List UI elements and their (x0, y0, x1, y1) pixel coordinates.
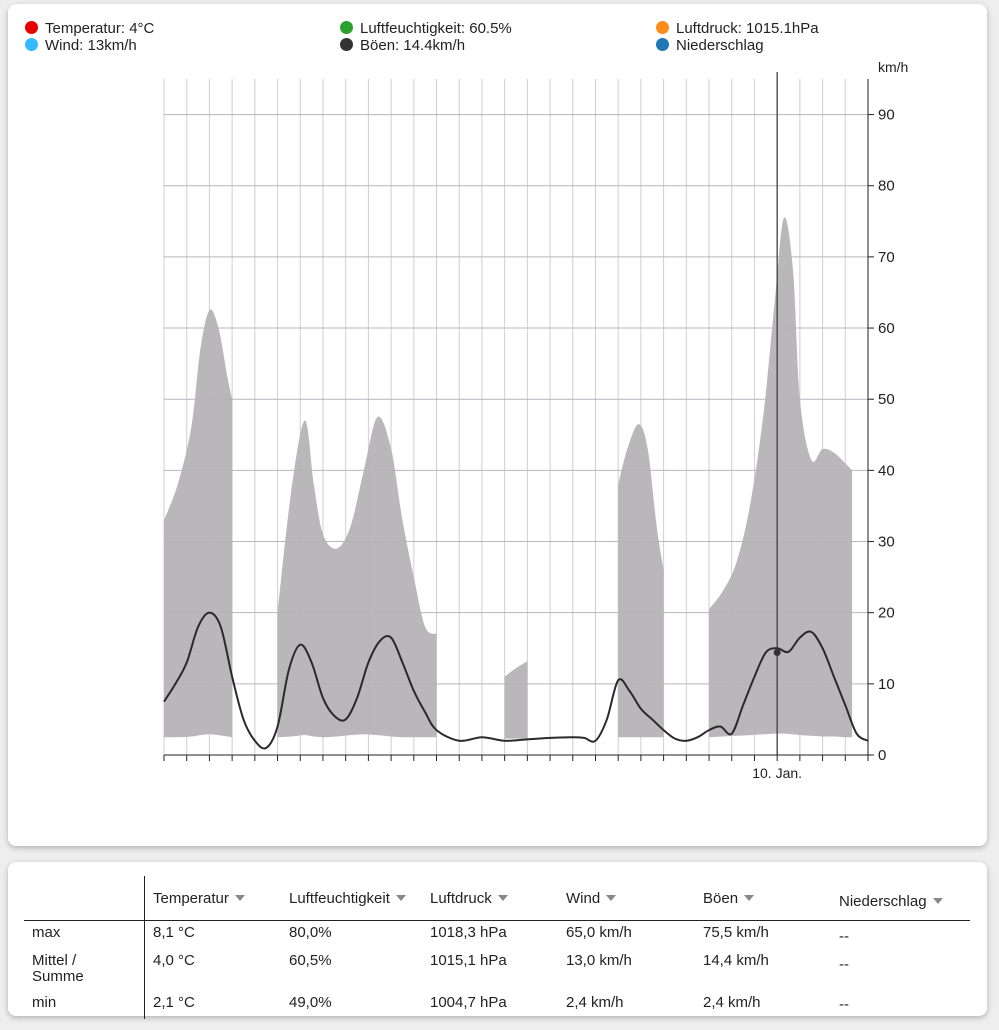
table-row-max (24, 921, 970, 950)
cell-min-temperature: 2,1 °C (153, 994, 195, 1011)
y-axis-tick-label: 20 (878, 604, 895, 622)
cell-max-humidity: 80,0% (289, 924, 332, 941)
sort-caret-icon (606, 895, 616, 901)
header-precip-label: Niederschlag (839, 892, 927, 910)
row-label-mean (24, 949, 145, 991)
sort-caret-icon (744, 895, 754, 901)
legend-label-wind: Wind: 13km/h (45, 37, 137, 54)
cell-max-precip: -- (839, 928, 849, 945)
y-axis-unit-label: km/h (878, 59, 909, 75)
legend-label-gusts: Böen: 14.4km/h (360, 37, 466, 54)
sort-caret-icon (933, 898, 943, 904)
header-gusts[interactable] (695, 876, 831, 921)
header-temperature[interactable] (145, 876, 282, 921)
stats-table (24, 876, 970, 1019)
y-axis-tick-label: 30 (878, 533, 895, 551)
header-pressure[interactable] (422, 876, 558, 921)
y-axis-tick-label: 90 (878, 106, 895, 124)
y-axis-tick-label: 10 (878, 675, 895, 693)
table-row-min (24, 991, 970, 1019)
y-axis-tick-label: 70 (878, 248, 895, 266)
cell-mean-wind: 13,0 km/h (566, 952, 632, 969)
y-axis-tick-label: 50 (878, 391, 895, 409)
cell-mean-precip: -- (839, 956, 849, 973)
cell-max-wind: 65,0 km/h (566, 924, 632, 941)
header-gusts-label: Böen (703, 889, 739, 907)
weather-chart[interactable] (8, 4, 987, 846)
row-label-max: max (24, 921, 145, 950)
header-temperature-label: Temperatur (153, 889, 229, 907)
x-axis-date-label: 10. Jan. (752, 765, 803, 781)
cell-min-humidity: 49,0% (289, 994, 332, 1011)
gust-band-area (164, 310, 232, 738)
cell-mean-humidity: 60,5% (289, 952, 332, 969)
cell-max-temperature: 8,1 °C (153, 924, 195, 941)
sort-caret-icon (396, 895, 406, 901)
header-humidity[interactable] (281, 876, 422, 921)
legend-label-precip: Niederschlag (676, 37, 764, 54)
gust-band-area (618, 424, 663, 737)
header-pressure-label: Luftdruck (430, 889, 492, 907)
sort-caret-icon (235, 895, 245, 901)
cell-max-pressure: 1018,3 hPa (430, 924, 507, 941)
chart-card (8, 4, 987, 846)
header-precip[interactable] (831, 876, 970, 921)
cell-mean-pressure: 1015,1 hPa (430, 952, 507, 969)
cell-min-precip: -- (839, 996, 849, 1013)
sort-caret-icon (498, 895, 508, 901)
cell-min-gusts: 2,4 km/h (703, 994, 761, 1011)
row-label-mean-text: Mittel / Summe (32, 952, 84, 985)
y-axis-tick-label: 60 (878, 320, 895, 338)
legend-label-temperature: Temperatur: 4°C (45, 20, 155, 37)
hover-cursor-point (774, 649, 781, 656)
header-humidity-label: Luftfeuchtigkeit (289, 889, 390, 907)
table-row-mean (24, 949, 970, 991)
stats-corner-cell (24, 876, 145, 921)
legend-label-humidity: Luftfeuchtigkeit: 60.5% (360, 20, 512, 37)
cell-mean-temperature: 4,0 °C (153, 952, 195, 969)
header-wind[interactable] (558, 876, 695, 921)
cell-min-wind: 2,4 km/h (566, 994, 624, 1011)
cell-min-pressure: 1004,7 hPa (430, 994, 507, 1011)
cell-max-gusts: 75,5 km/h (703, 924, 769, 941)
cell-mean-gusts: 14,4 km/h (703, 952, 769, 969)
legend-label-pressure: Luftdruck: 1015.1hPa (676, 20, 819, 37)
gust-bands (164, 217, 852, 738)
row-label-min: min (24, 991, 145, 1019)
stats-header-row (24, 876, 970, 921)
header-wind-label: Wind (566, 889, 601, 907)
y-axis-tick-label: 0 (878, 747, 887, 764)
stats-card (8, 862, 987, 1016)
gust-band-area (505, 661, 528, 739)
gust-band-area (709, 217, 852, 737)
y-axis-tick-label: 40 (878, 462, 895, 480)
y-axis-tick-label: 80 (878, 177, 895, 195)
